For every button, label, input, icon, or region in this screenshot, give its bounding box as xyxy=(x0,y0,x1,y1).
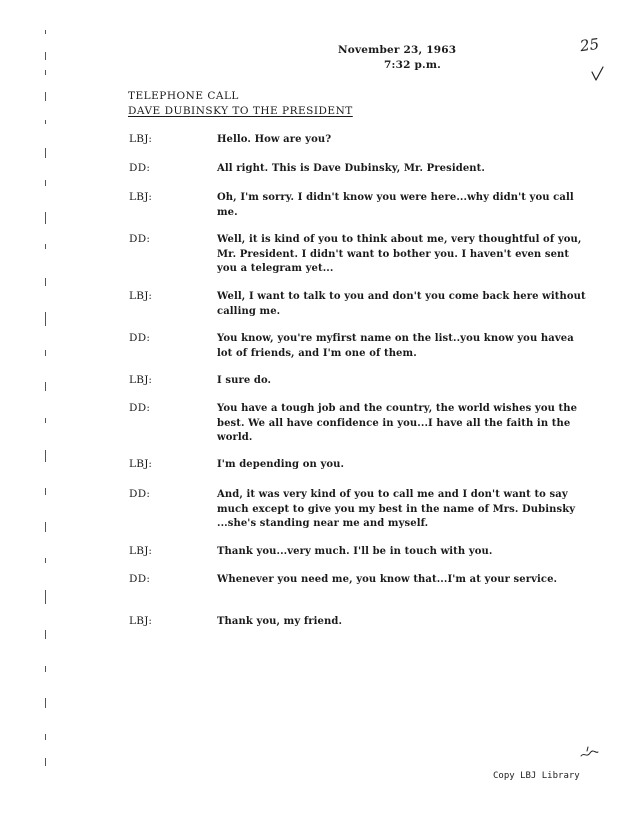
speech-text: You know, you're myfirst name on the list..you know you havea lot of friends, and I'm one of them. xyxy=(217,333,574,359)
speaker-label: LBJ: xyxy=(129,374,153,386)
speech-text: Whenever you need me, you know that...I'm at your service. xyxy=(217,574,558,585)
speech-text: And, it was very kind of you to call me and I don't want to say much except to give you my best in the name of Mrs. Dubinsky ...she's standing near me and myself. xyxy=(217,489,576,529)
speaker-label: DD: xyxy=(129,573,151,585)
speech-text: Oh, I'm sorry. I didn't know you were here...why didn't you call me. xyxy=(217,192,574,218)
library-copy-note: Copy LBJ Library xyxy=(493,771,580,781)
speaker-label: LBJ: xyxy=(129,191,153,203)
speech-text: Well, it is kind of you to think about me, very thoughtful of you, Mr. President. I didn't want to bother you. I haven't even sent you a telegram yet... xyxy=(217,234,582,274)
speaker-label: DD: xyxy=(129,162,151,174)
handwritten-check-icon xyxy=(572,38,606,88)
speaker-label: LBJ: xyxy=(129,290,153,302)
speaker-label: LBJ: xyxy=(129,458,153,470)
document-heading xyxy=(128,89,353,119)
heading-line-1: TELEPHONE CALL xyxy=(128,90,239,102)
speaker-label: DD: xyxy=(129,402,151,414)
speech-text: I sure do. xyxy=(217,375,272,386)
scan-edge-marks xyxy=(44,30,48,770)
speech-text: I'm depending on you. xyxy=(217,459,345,470)
speech-text: Thank you...very much. I'll be in touch with you. xyxy=(217,546,493,557)
heading-line-2: DAVE DUBINSKY TO THE PRESIDENT xyxy=(128,105,353,117)
handwritten-page-number: 25 xyxy=(578,34,601,56)
call-date: November 23, 1963 xyxy=(338,44,457,56)
speaker-label: LBJ: xyxy=(129,545,153,557)
call-time: 7:32 p.m. xyxy=(384,59,442,71)
speaker-label: DD: xyxy=(129,332,151,344)
speech-text: Well, I want to talk to you and don't you come back here without calling me. xyxy=(217,291,586,317)
speech-text: You have a tough job and the country, the world wishes you the best. We all have confidence in you...I have all the faith in the world. xyxy=(217,403,578,443)
speaker-label: DD: xyxy=(129,488,151,500)
speaker-label: LBJ: xyxy=(129,133,153,145)
speaker-label: LBJ: xyxy=(129,615,153,627)
handwritten-initials-mark xyxy=(578,744,600,762)
speech-text: Hello. How are you? xyxy=(217,134,332,145)
speech-text: All right. This is Dave Dubinsky, Mr. President. xyxy=(217,163,485,174)
speech-text: Thank you, my friend. xyxy=(217,616,343,627)
speaker-label: DD: xyxy=(129,233,151,245)
